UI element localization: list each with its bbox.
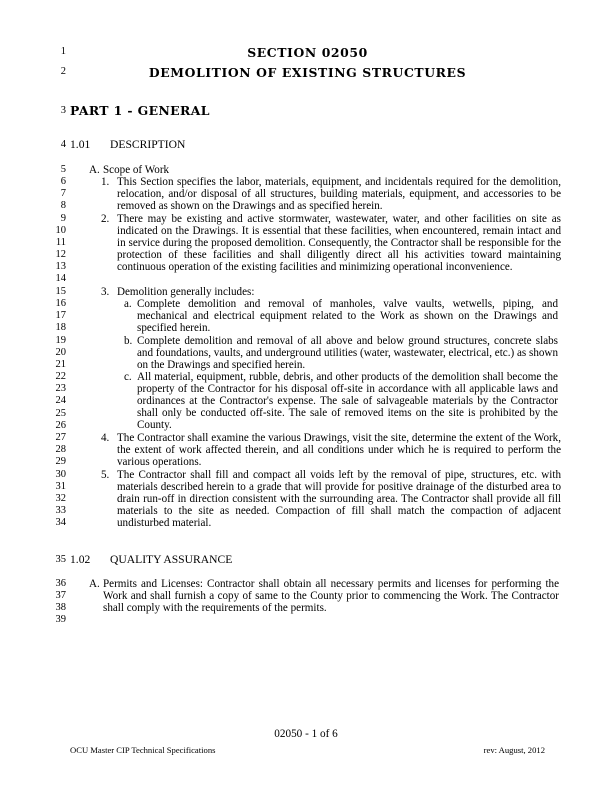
line-number: 15	[55, 286, 66, 297]
line-number: 23	[55, 383, 66, 394]
paragraph-marker: 2.	[101, 213, 110, 225]
paragraph-text: There may be existing and active stormwater, wastewater, water, and other facilities on site as indicated on the Drawings. It is essential that these facilities, when encountered, remain intact and in service during the proposed demolition. Consequently, the Contractor shall be responsible for the protection of these facilities and shall diligently direct all his activities toward maintaining continuous operation of the existing facilities and minimizing operational inconvenience.	[117, 213, 561, 274]
paragraph-a-scope	[89, 164, 559, 176]
paragraph-item-1	[101, 176, 561, 212]
section-title-number: SECTION 02050	[247, 45, 368, 60]
line-number: 16	[55, 298, 66, 309]
line-number: 1	[60, 46, 66, 57]
line-number: 33	[55, 505, 66, 516]
paragraph-item-3c	[124, 371, 558, 431]
line-number: 22	[55, 371, 66, 382]
line-number: 6	[60, 176, 66, 187]
section-title-name: DEMOLITION OF EXISTING STRUCTURES	[148, 65, 467, 80]
paragraph-text: Complete demolition and removal of manholes, valve vaults, wetwells, piping, and mechanical and electrical equipment related to the Work as shown on the Drawings and specified herein.	[137, 298, 558, 335]
paragraph-text: The Contractor shall examine the various Drawings, visit the site, determine the extent of the Work, the extent of work affected therein, and all conditions under which he is required to perform the various operations.	[117, 432, 561, 469]
paragraph-marker: b.	[124, 335, 133, 347]
article-1-01-number: 1.01	[70, 138, 91, 151]
paragraph-item-5	[101, 469, 561, 529]
line-number: 36	[55, 578, 66, 589]
line-number: 39	[55, 614, 66, 625]
paragraph-text: This Section specifies the labor, materials, equipment, and incidentals required for the demolition, relocation, and/or disposal of all structures, building materials, equipment, and accessories to be removed as shown on the Drawings and as specified herein.	[117, 176, 561, 213]
line-number: 10	[55, 225, 66, 236]
paragraph-item-4	[101, 432, 561, 468]
paragraph-item-3b	[124, 335, 558, 371]
paragraph-marker: 5.	[101, 469, 110, 481]
line-number: 14	[55, 273, 66, 284]
paragraph-marker: c.	[124, 371, 132, 383]
line-number: 19	[55, 335, 66, 346]
article-1-02-number: 1.02	[70, 553, 91, 566]
part-heading: PART 1 - GENERAL	[70, 103, 210, 118]
paragraph-item-3a	[124, 298, 558, 334]
line-number: 38	[55, 602, 66, 613]
line-number: 7	[60, 188, 66, 199]
line-number: 34	[55, 517, 66, 528]
line-number: 27	[55, 432, 66, 443]
line-number: 2	[60, 66, 66, 77]
paragraph-marker: A.	[89, 578, 100, 590]
line-number: 8	[60, 200, 66, 211]
line-number: 32	[55, 493, 66, 504]
line-number: 24	[55, 395, 66, 406]
paragraph-marker: A.	[89, 164, 100, 176]
line-number: 4	[60, 139, 66, 150]
line-number: 13	[55, 261, 66, 272]
line-number: 31	[55, 481, 66, 492]
footer-page-label: 02050 - 1 of 6	[274, 728, 338, 740]
line-number: 11	[55, 237, 66, 248]
paragraph-marker: 1.	[101, 176, 110, 188]
line-number: 18	[55, 322, 66, 333]
line-number: 17	[55, 310, 66, 321]
paragraph-text: Permits and Licenses: Contractor shall obtain all necessary permits and licenses for performing the Work and shall furnish a copy of same to the County prior to commencing the Work. The Contractor shall comply with the requirements of the permits.	[103, 578, 559, 615]
paragraph-item-2	[101, 213, 561, 273]
line-number: 12	[55, 249, 66, 260]
article-1-01	[70, 139, 185, 151]
article-1-02-title: QUALITY ASSURANCE	[110, 553, 233, 566]
line-number: 20	[55, 347, 66, 358]
line-number: 21	[55, 359, 66, 370]
line-number: 37	[55, 590, 66, 601]
footer-right-text: rev: August, 2012	[483, 745, 545, 755]
line-number: 29	[55, 456, 66, 467]
line-number: 25	[55, 408, 66, 419]
paragraph-marker: a.	[124, 298, 132, 310]
line-number: 30	[55, 469, 66, 480]
line-number: 9	[60, 213, 66, 224]
paragraph-marker: 3.	[101, 286, 110, 298]
paragraph-a-permits	[89, 578, 559, 614]
paragraph-text: Scope of Work	[103, 164, 170, 176]
line-number: 35	[55, 554, 66, 565]
paragraph-text: Complete demolition and removal of all above and below ground structures, concrete slabs and foundations, vaults, and underground utilities (water, wastewater, electrical, etc.) as shown on the Drawings and specified herein.	[137, 335, 558, 372]
paragraph-text: Demolition generally includes:	[117, 286, 255, 298]
footer-left-text: OCU Master CIP Technical Specifications	[70, 745, 216, 755]
line-number: 26	[55, 420, 66, 431]
paragraph-marker: 4.	[101, 432, 110, 444]
line-number: 3	[60, 105, 66, 116]
line-number: 5	[60, 164, 66, 175]
paragraph-text: All material, equipment, rubble, debris, and other products of the demolition shall become the property of the Contractor for his disposal off-site in accordance with all applicable laws and ordinances at the Contractor's expense. The sale of salvageable materials by the Contractor shall only be conducted off-site. The sale of removed items on the site is prohibited by the County.	[137, 371, 558, 432]
article-1-02	[70, 554, 232, 566]
paragraph-item-3	[101, 286, 561, 298]
line-number: 28	[55, 444, 66, 455]
article-1-01-title: DESCRIPTION	[110, 138, 186, 151]
paragraph-text: The Contractor shall fill and compact all voids left by the removal of pipe, structures, etc. with materials described herein to a grade that will provide for positive drainage of the disturbed area to drain run-off in direction consistent with the surrounding area. The Contractor shall provide all fill materials to the site as needed. Compaction of fill shall match the compaction of adjacent undisturbed material.	[117, 469, 561, 530]
